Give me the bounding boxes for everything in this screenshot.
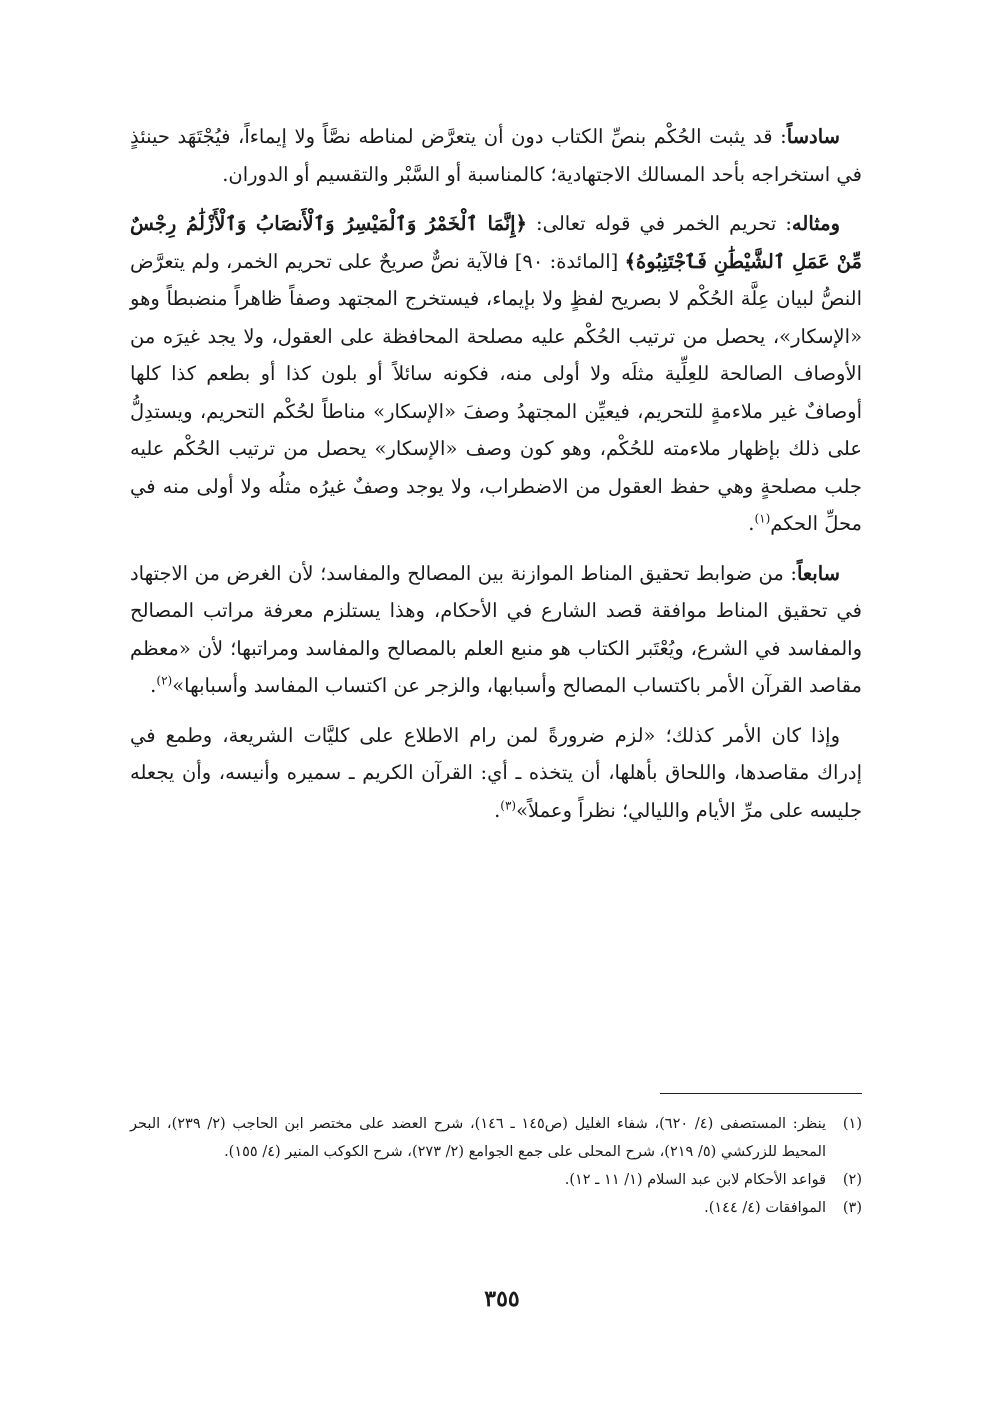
footnotes bbox=[130, 1110, 862, 1222]
paragraph-end: . bbox=[748, 512, 755, 535]
paragraph-lead: سابعاً bbox=[796, 561, 840, 585]
paragraph-lead: سادساً bbox=[786, 125, 840, 148]
footnote-text: ينظر: المستصفى (٤/ ٦٢٠)، شفاء الغليل (ص١٤٥ ـ ١٤٦)، شرح العضد على مختصر ابن الحاجب (٢/ ٢٣٩)، البحر المحيط للزركشي (٥/ ٢١٩)، شرح المحلى على جمع الجوامع (٢/ ٢٧٣)، شرح الكوكب المنير (٤/ ١٥٥). bbox=[130, 1116, 827, 1160]
footnote-text: الموافقات (٤/ ١٤٤). bbox=[704, 1200, 826, 1216]
paragraph-lead: ومثاله bbox=[791, 212, 841, 235]
footnote-number: (٣) bbox=[842, 1200, 862, 1216]
paragraph-text: وإذا كان الأمر كذلك؛ «لزم ضرورةً لمن رام الاطلاع على كليَّات الشريعة، وطمع في إدراك مقاصدها، واللحاق بأهلها، أن يتخذه ـ أي: القرآن الكريم ـ سميره وأنيسه، وأن يجعله جليسه على مرِّ الأيام والليالي؛ نظراً وعملاً» bbox=[130, 723, 862, 822]
paragraph-example bbox=[130, 205, 862, 543]
main-text bbox=[130, 118, 862, 841]
footnote-item bbox=[130, 1194, 862, 1222]
footnote-separator bbox=[660, 1093, 862, 1094]
footnote-number: (٢) bbox=[842, 1172, 862, 1188]
footnote-text: قواعد الأحكام لابن عبد السلام (١/ ١١ ـ ١٢). bbox=[564, 1172, 826, 1188]
footnote-item bbox=[130, 1166, 862, 1194]
footnote-ref[interactable]: (٢) bbox=[156, 673, 173, 688]
paragraph-sixth bbox=[130, 118, 862, 193]
paragraph-end: . bbox=[150, 674, 157, 697]
paragraph-text: [المائدة: ٩٠] فالآية نصٌّ صريحٌ على تحريم الخمر، ولم يتعرَّض النصُّ لبيان عِلَّة الحُكْم لا بصريح لفظٍ ولا بإيماء، فيستخرج المجتهد وصفاً ظاهراً منضبطاً وهو «الإسكار»، يحصل من ترتيب الحُكْم عليه مصلحة المحافظة على العقول، ولا يجد غيرَه من الأوصاف الصالحة للعِلِّية مثلَه ولا أولى منه، فكونه سائلاً أو بلون كذا أو بطعم كذا كلها أوصافٌ غير ملاءمةٍ للتحريم، فيعيِّن المجتهدُ وصفَ «الإسكار» مناطاً لحُكْم التحريم، ويستدِلُّ على ذلك بإظهار ملاءمته للحُكْم، وهو كون وصف «الإسكار» يحصل من ترتيب الحُكْم عليه جلب مصلحةٍ وهي حفظ العقول من الاضطراب، ولا يوجد وصفٌ غيرُه مثلُه ولا أولى منه في محلِّ الحكم bbox=[130, 249, 862, 535]
footnote-number: (١) bbox=[842, 1116, 862, 1132]
paragraph-seventh bbox=[130, 555, 862, 705]
paragraph-end: . bbox=[494, 798, 501, 822]
footnote-ref[interactable]: (٣) bbox=[500, 798, 517, 812]
quran-verse: ﴿إِنَّمَا ٱلْخَمْرُ وَٱلْمَيْسِرُ وَٱلْأَنصَابُ وَٱلْأَزْلَٰمُ رِجْسٌ مِّنْ عَمَلِ ٱلشَّيْطَٰنِ فَٱجْتَنِبُوهُ﴾ bbox=[130, 212, 862, 273]
paragraph-text: : تحريم الخمر في قوله تعالى: bbox=[527, 212, 792, 235]
page-number: ٣٥٥ bbox=[484, 1286, 520, 1312]
paragraph-text: : من ضوابط تحقيق المناط الموازنة بين المصالح والمفاسد؛ لأن الغرض من الاجتهاد في تحقيق المناط موافقة قصد الشارع في الأحكام، وهذا يستلزم معرفة مراتب المصالح والمفاسد في الشرع، ويُعْتَبر الكتاب هو منبع العلم بالمصالح والمفاسد ومراتبها؛ لأن «معظم مقاصد القرآن الأمر باكتساب المصالح وأسبابها، والزجر عن اكتساب المفاسد وأسبابها» bbox=[130, 561, 862, 697]
footnote-ref[interactable]: (١) bbox=[754, 511, 771, 526]
paragraph-conclusion bbox=[130, 717, 862, 830]
paragraph-text: : قد يثبت الحُكْم بنصِّ الكتاب دون أن يتعرَّض لمناطه نصَّاً ولا إيماءاً، فيُجْتَهَد حينئذٍ في استخراجه بأحد المسالك الاجتهادية؛ كالمناسبة أو السَّبْر والتقسيم أو الدوران. bbox=[130, 125, 862, 186]
footnote-item bbox=[130, 1110, 862, 1166]
